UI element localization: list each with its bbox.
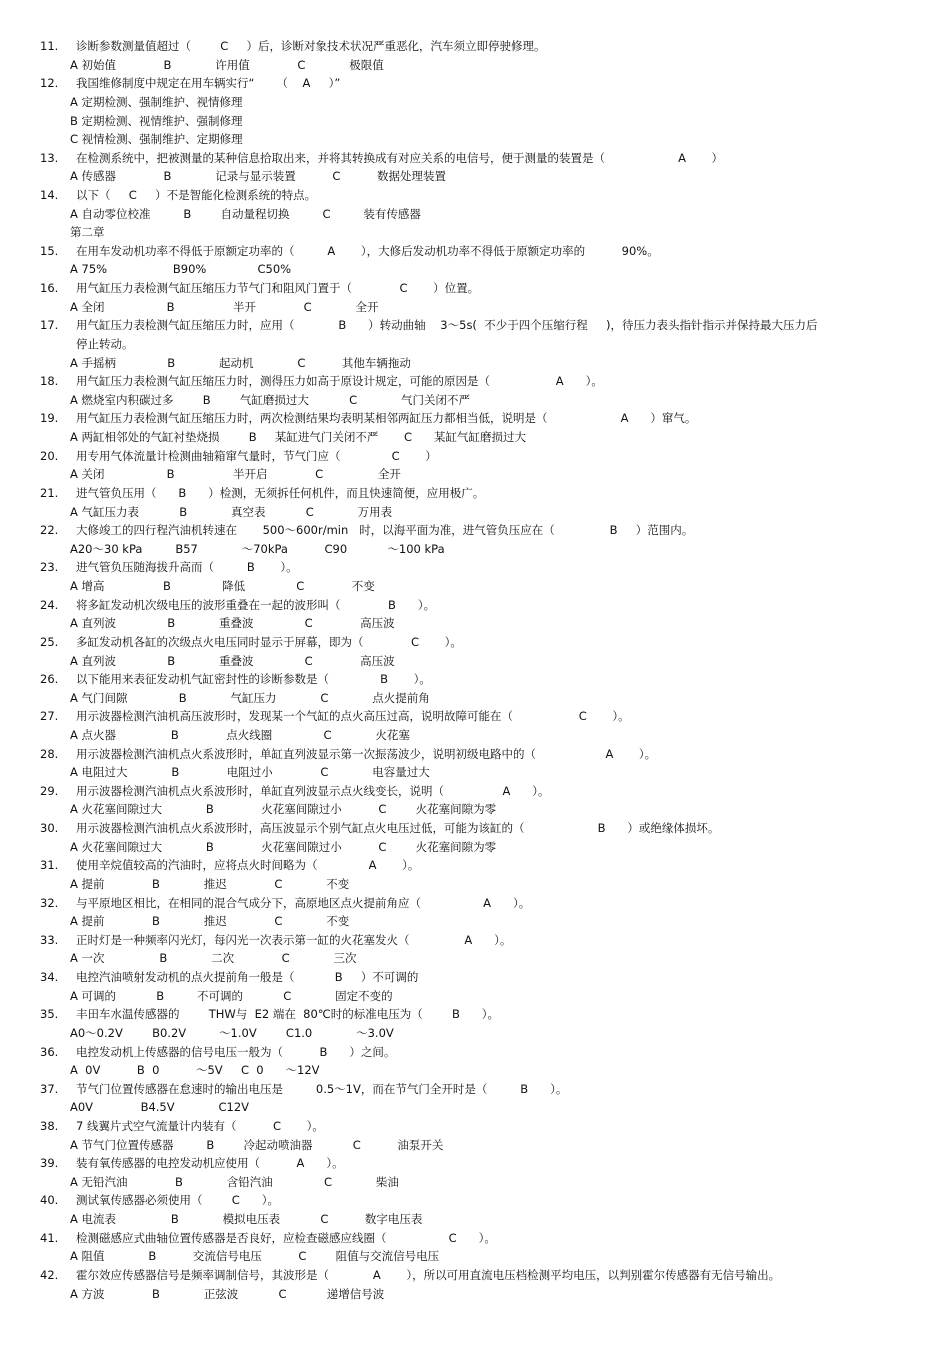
question-text: 用气缸压力表检测气缸压缩压力时，应用（ B ）转动曲轴 3～5s( 不少于四个压缩行程 )，待压力表头指针指示并保持最大压力后 xyxy=(76,318,818,333)
question-text: 在用车发动机功率不得低于原额定功率的（ A ），大修后发动机功率不得低于原额定功率的 90%。 xyxy=(76,243,659,258)
chapter-title: 第二章 xyxy=(70,225,105,240)
options-text: A 方波 B 正弦波 C 递增信号波 xyxy=(70,1286,385,1301)
question-text: 测试氧传感器必须使用（ C ）。 xyxy=(76,1193,279,1208)
question-text: 正时灯是一种频率闪光灯，每闪光一次表示第一缸的火花塞发火（ A ）。 xyxy=(76,932,512,947)
question-number: 30. xyxy=(40,821,59,835)
options-text: A 阻值 B 交流信号电压 C 阻值与交流信号电压 xyxy=(70,1249,440,1264)
options-text: A 气缸压力表 B 真空表 C 万用表 xyxy=(70,504,393,519)
options-text: A 关闭 B 半开启 C 全开 xyxy=(70,467,401,482)
question-text: 多缸发动机各缸的次级点火电压同时显示于屏幕，即为（ C ）。 xyxy=(76,634,462,649)
question-text: 丰田车水温传感器的 THW与 E2 端在 80℃时的标准电压为（ B ）。 xyxy=(76,1007,500,1022)
options-text: C 视情检测、强制维护、定期修理 xyxy=(70,132,243,147)
options-text: A0V B4.5V C12V xyxy=(70,1100,250,1115)
question-text: 7 线翼片式空气流量计内装有（ C ）。 xyxy=(76,1119,324,1133)
options-text: A0～0.2V B0.2V ～1.0V C1.0 ～3.0V xyxy=(70,1025,394,1040)
question-number: 23. xyxy=(40,560,59,575)
options-text: A20～30 kPa B57 ～70kPa C90 ～100 kPa xyxy=(70,541,445,556)
options-text: A 火花塞间隙过大 B 火花塞间隙过小 C 火花塞间隙为零 xyxy=(70,802,497,817)
question-text: 以下（ C ）不是智能化检测系统的特点。 xyxy=(76,188,317,202)
options-text: A 全闭 B 半开 C 全开 xyxy=(70,299,379,314)
options-text: A 一次 B 二次 C 三次 xyxy=(70,951,357,966)
question-text: 在检测系统中，把被测量的某种信息拾取出来，并将其转换成有对应关系的电信号，便于测量的装置是（ A ） xyxy=(76,150,724,165)
options-text: A 可调的 B 不可调的 C 固定不变的 xyxy=(70,988,393,1003)
options-text: A 定期检测、强制维护、视情修理 xyxy=(70,94,243,109)
question-number: 24. xyxy=(40,597,59,612)
options-text: A 传感器 B 记录与显示装置 C 数据处理装置 xyxy=(70,169,446,184)
question-text: 用示波器检测汽油机高压波形时，发现某一个气缸的点火高压过高，说明故障可能在（ C ）。 xyxy=(76,709,630,724)
question-number: 31. xyxy=(40,858,59,873)
question-number: 22. xyxy=(40,523,59,538)
question-number: 27. xyxy=(40,709,59,724)
options-text: A 两缸相邻处的气缸衬垫烧损 B 某缸进气门关闭不严 C 某缸气缸磨损过大 xyxy=(70,430,526,444)
question-number: 16. xyxy=(40,281,59,296)
question-text: 进气管负压用（ B ）检测，无须拆任何机件，而且快速简便，应用极广。 xyxy=(76,485,485,500)
question-text: 节气门位置传感器在怠速时的输出电压是 0.5～1V，而在节气门全开时是（ B ）。 xyxy=(76,1081,568,1096)
question-text: 检测磁感应式曲轴位置传感器是否良好，应检查磁感应线圈（ C ）。 xyxy=(76,1230,496,1245)
options-text: A 电流表 B 模拟电压表 C 数字电压表 xyxy=(70,1212,423,1227)
options-text: A 75% B90% C50% xyxy=(70,262,292,277)
question-text: 诊断参数测量值超过（ C ）后，诊断对象技术状况严重恶化，汽车须立即停驶修理。 xyxy=(76,39,546,53)
options-text: A 燃烧室内积碳过多 B 气缸磨损过大 C 气门关闭不严 xyxy=(70,392,471,407)
options-text: A 火花塞间隙过大 B 火花塞间隙过小 C 火花塞间隙为零 xyxy=(70,839,497,854)
question-text: 电控汽油喷射发动机的点火提前角一般是（ B ）不可调的 xyxy=(76,970,419,984)
question-text: 使用辛烷值较高的汽油时，应将点火时间略为（ A ）。 xyxy=(76,858,420,873)
question-text: 电控发动机上传感器的信号电压一般为（ B ）之间。 xyxy=(76,1044,396,1059)
options-text: A 气门间隙 B 气缸压力 C 点火提前角 xyxy=(70,690,430,705)
question-number: 17. xyxy=(40,318,59,333)
question-text: 用气缸压力表检测气缸压缩压力时，两次检测结果均表明某相邻两缸压力都相当低，说明是（ A ）窜气。 xyxy=(76,411,697,426)
question-number: 29. xyxy=(40,783,59,798)
question-number: 12. xyxy=(40,76,59,91)
options-text: A 直列波 B 重叠波 C 高压波 xyxy=(70,653,395,668)
options-text: B 定期检测、视情维护、强制修理 xyxy=(70,113,243,128)
options-text: A 电阻过大 B 电阻过小 C 电容量过大 xyxy=(70,765,430,780)
question-text: 装有氧传感器的电控发动机应使用（ A ）。 xyxy=(76,1156,344,1171)
question-text: 用示波器检测汽油机点火系波形时，单缸直列波显示点火线变长，说明（ A ）。 xyxy=(76,783,550,798)
question-text: 用气缸压力表检测气缸压缩压力节气门和阻风门置于（ C ）位置。 xyxy=(76,281,480,296)
options-text: A 无铅汽油 B 含铅汽油 C 柴油 xyxy=(70,1174,399,1189)
question-number: 15. xyxy=(40,243,59,258)
question-text: 我国维修制度中规定在用车辆实行“ （ A ）” xyxy=(76,76,341,91)
options-text: A 增高 B 降低 C 不变 xyxy=(70,579,375,593)
question-text: 与平原地区相比，在相同的混合气成分下，高原地区点火提前角应（ A ）。 xyxy=(76,895,531,910)
question-number: 34. xyxy=(40,970,59,984)
question-text: 以下能用来表征发动机气缸密封性的诊断参数是（ B ）。 xyxy=(76,672,431,687)
options-text: A 直列波 B 重叠波 C 高压波 xyxy=(70,616,395,631)
options-text: A 点火器 B 点火线圈 C 火花塞 xyxy=(70,727,410,742)
options-text: A 提前 B 推迟 C 不变 xyxy=(70,914,350,929)
question-number: 42. xyxy=(40,1267,59,1282)
options-text: A 手摇柄 B 起动机 C 其他车辆拖动 xyxy=(70,355,411,370)
question-text: 霍尔效应传感器信号是频率调制信号，其波形是（ A ），所以可用直流电压档检测平均电压，以判别霍尔传感器有无信号输出。 xyxy=(76,1267,781,1282)
options-text: A 初始值 B 许用值 C 极限值 xyxy=(70,57,384,72)
question-number: 11. xyxy=(40,39,59,53)
question-number: 13. xyxy=(40,150,59,165)
question-number: 32. xyxy=(40,895,59,910)
options-text: A 0V B 0 ～5V C 0 ～12V xyxy=(70,1063,320,1078)
question-text: 停止转动。 xyxy=(76,336,134,351)
question-text: 进气管负压随海拔升高而（ B ）。 xyxy=(76,560,298,575)
question-number: 21. xyxy=(40,485,59,500)
question-number: 26. xyxy=(40,672,59,687)
question-number: 38. xyxy=(40,1119,59,1133)
question-number: 19. xyxy=(40,411,59,426)
options-text: A 提前 B 推迟 C 不变 xyxy=(70,876,350,891)
question-text: 将多缸发动机次级电压的波形重叠在一起的波形叫（ B ）。 xyxy=(76,597,436,612)
question-number: 25. xyxy=(40,634,59,649)
question-number: 39. xyxy=(40,1156,59,1171)
question-number: 40. xyxy=(40,1193,59,1208)
question-number: 35. xyxy=(40,1007,59,1022)
question-text: 用示波器检测汽油机点火系波形时，高压波显示个别气缸点火电压过低，可能为该缸的（ B ）或绝缘体损坏。 xyxy=(76,821,720,835)
question-text: 用示波器检测汽油机点火系波形时，单缸直列波显示第一次振荡波少，说明初级电路中的（ A ）。 xyxy=(76,746,657,761)
question-number: 37. xyxy=(40,1081,59,1096)
options-text: A 节气门位置传感器 B 冷起动喷油器 C 油泵开关 xyxy=(70,1137,444,1152)
question-number: 18. xyxy=(40,374,59,389)
question-text: 用专用气体流量计检测曲轴箱窜气量时，节气门应（ C ） xyxy=(76,448,437,463)
question-number: 28. xyxy=(40,746,59,761)
question-number: 36. xyxy=(40,1044,59,1059)
question-number: 33. xyxy=(40,932,59,947)
question-number: 14. xyxy=(40,188,59,202)
question-number: 41. xyxy=(40,1230,59,1245)
question-number: 20. xyxy=(40,448,59,463)
options-text: A 自动零位校准 B 自动量程切换 C 装有传感器 xyxy=(70,206,421,221)
question-text: 大修竣工的四行程汽油机转速在 500～600r/min 时，以海平面为准，进气管负压应在（ B ）范围内。 xyxy=(76,523,694,538)
question-text: 用气缸压力表检测气缸压缩压力时，测得压力如高于原设计规定，可能的原因是（ A ）。 xyxy=(76,374,603,389)
